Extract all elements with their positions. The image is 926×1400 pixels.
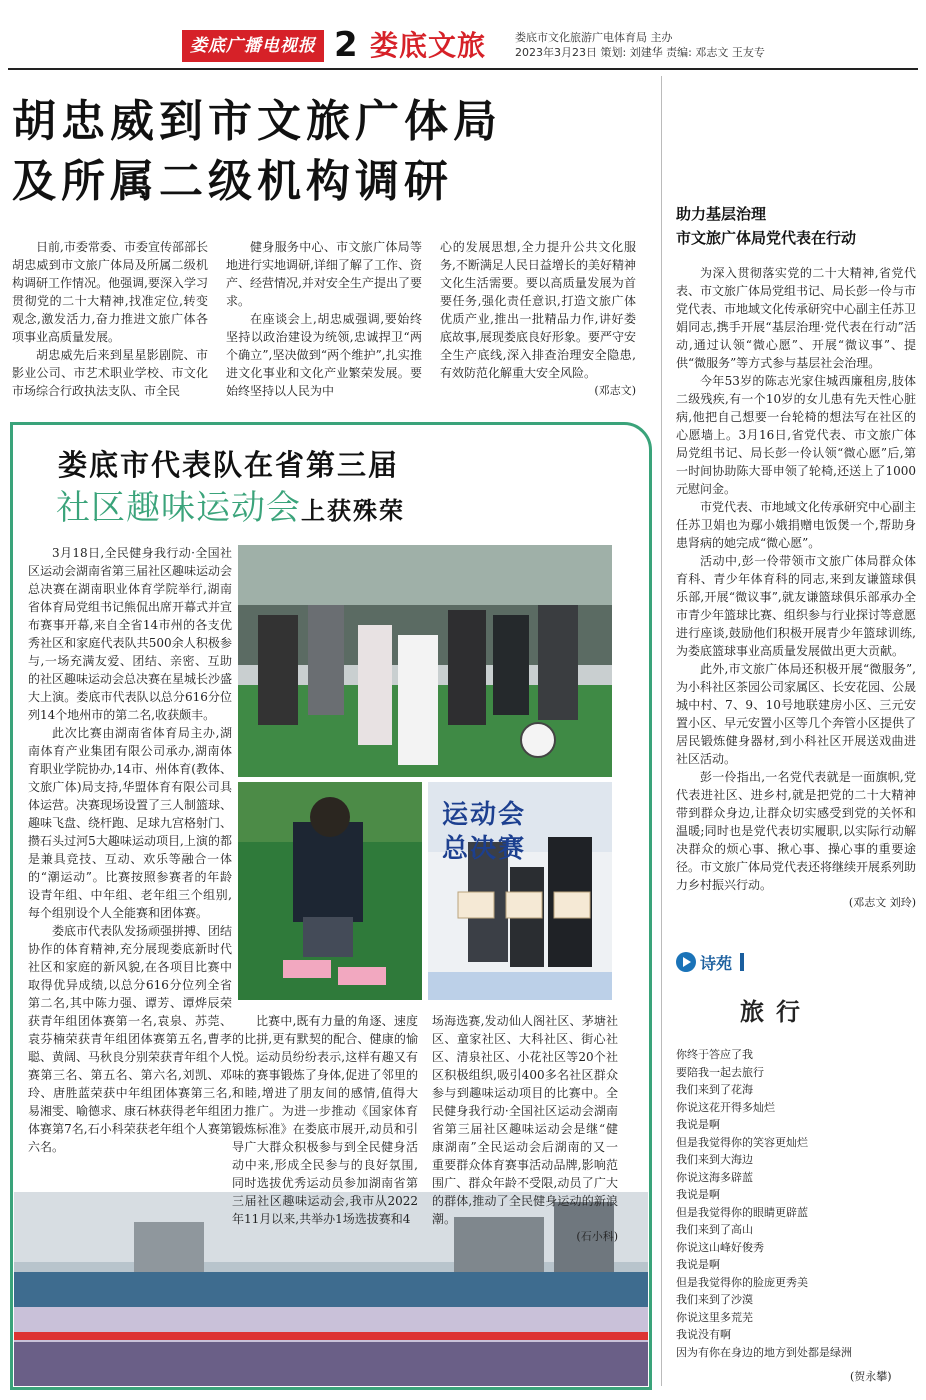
football-photo	[238, 545, 612, 777]
paragraph: 彭一伶指出,一名党代表就是一面旗帜,党代表进社区、进乡村,就是把党的二十大精神带到群众身边,让群众切实感受到党的关怀和温暖;同时也是党代表切实履职,以实际行动解决群众的烦心事、揪心事、操心事的重要途径。市文旅广体局党代表还将继续开展系列助力乡村振兴行动。	[676, 770, 917, 892]
side-byline: (邓志文 刘玲)	[848, 896, 916, 909]
feature-title-line-2	[56, 486, 405, 533]
poem-line: 但是我觉得你的脸庞更秀美	[676, 1275, 808, 1289]
poem-line: 你说这里多荒芜	[676, 1310, 753, 1324]
side-title-line-2: 市文旅广体局党代表在行动	[676, 229, 857, 247]
award-photo	[428, 782, 612, 1000]
poem-title: 旅行	[740, 997, 812, 1026]
feature-col-3	[432, 1012, 618, 1246]
poem-line: 我说没有啊	[676, 1328, 731, 1341]
paragraph: 健身服务中心、市文旅广体局等地进行实地调研,详细了解了工作、资产、经营情况,并对安全生产提出了要求。	[226, 240, 422, 308]
feature-col-2	[232, 1012, 418, 1228]
poem-line: 你说这山峰好俊秀	[676, 1240, 764, 1254]
section-name: 娄底文旅	[370, 29, 487, 62]
masthead-info	[515, 30, 765, 60]
paragraph: 今年53岁的陈志光家住城西廉租房,肢体二级残疾,有一个10岁的女儿患有先天性心脏病,他把自己想要一台轮椅的想法写在社区的心愿墙上。3月16日,省党代表、市文旅广体局党组书记、局长彭一伶认领“微心愿”后,第一时间协助陈大哥申领了轮椅,还送上了1000元慰问金。	[676, 374, 916, 496]
poem-line: 我们来到了高山	[676, 1223, 753, 1236]
paragraph: 日前,市委常委、市委宣传部部长胡忠威到市文旅广体局及所属二级机构调研工作情况。他强调,要深入学习贯彻党的二十大精神,找准定位,转变观念,激发活力,奋力推进文旅广体各项事业高质量发展。	[12, 240, 208, 344]
paper-name-logo: 娄底广播电视报	[182, 30, 324, 62]
award-banner-line-1: 运动会	[442, 800, 527, 830]
poem-line: 我们来到了沙漠	[676, 1293, 753, 1306]
lead-byline: (邓志文)	[594, 384, 636, 397]
poem-line: 我说是啊	[676, 1118, 720, 1131]
paragraph: 在座谈会上,胡忠威强调,要始终坚持以政治建设为统领,忠诚捍卫“两个确立”,坚决做到“两个维护”,扎实推进文化事业和文化产业繁荣发展。要始终坚持以人民为中	[226, 312, 422, 398]
poem-section-tag	[676, 950, 744, 974]
lead-col-1	[12, 238, 208, 400]
poem-line: 你终于答应了我	[676, 1048, 753, 1061]
lead-headline	[12, 92, 652, 212]
poem-line: 但是我觉得你的笑容更灿烂	[676, 1135, 808, 1149]
poem-tag-bar	[740, 953, 744, 971]
paragraph: 胡忠威先后来到星星影剧院、市影业公司、市艺术职业学校、市文化市场综合行政执法支队、市全民	[12, 348, 208, 398]
feature-title-line-1: 娄底市代表队在省第三届	[58, 448, 400, 482]
paragraph: 此次比赛由湖南省体育局主办,湖南体育产业集团有限公司承办,湖南体育职业学院协办,14市、州体育(教体、文旅广体)局支持,华盟体育有限公司具体运营。决赛现场设置了三人制篮球、趣味飞盘、绕杆跑、足球九宫格射门、攒石头过河5大趣味运动项目,上演的都是兼具竞技、互动、欢乐等融合一体的“潮运动”。比赛按照参赛者的年龄设青年组、中年组、老年组三个组别,每个组别设个人全能赛和团体赛。	[28, 726, 233, 920]
poem-line: 要陪我一起去旅行	[676, 1065, 764, 1079]
paragraph: 此外,市文旅广体局还积极开展“微服务”,为小科社区茶园公司家属区、长安花园、公晟城中村、7、9、10号地联建房小区、三元安置小区、早元安置小区等几个奔管小区提供了居民锻炼健身器材,到小科社区开展送戏曲进社区活动。	[676, 662, 917, 766]
side-article-title	[676, 202, 916, 250]
poem-line: 我们来到了花海	[676, 1083, 753, 1096]
paragraph: 场海选赛,发动仙人阁社区、茅塘社区、童家社区、大科社区、街心社区、清泉社区、小花社区等20个社区积极组织,吸引400多名社区群众参与到趣味运动项目的比赛中。全民健身我行动·全国社区运动会湖南省第三届社区趣味运动会是继“健康湖南”全民运动会后湖南的又一重要群众体育赛事活动品牌,影响范围广、群众年龄不受限,动员了广大的群体,推动了全民健身运动的新浪潮。	[432, 1014, 618, 1226]
poem-line: 你说这花开得多灿烂	[676, 1100, 775, 1114]
masthead	[0, 0, 926, 70]
column-rule	[661, 76, 662, 1386]
date-line: 2023年3月23日 策划: 刘建华 责编: 邓志文 王友专	[515, 46, 765, 59]
poem-line: 我说是啊	[676, 1258, 720, 1271]
paragraph: 3月18日,全民健身我行动·全国社区运动会湖南省第三届社区趣味运动会总决赛在湖南职业体育学院举行,湖南省体育局党组书记熊侃出席开幕式并宣布赛事开幕,来自全省14市州的各支优秀社区和家庭代表队共500余人积极参与,一场充满友爱、团结、亲密、互助的社区趣味运动会总决赛在星城长沙盛大上演。娄底市代表队以总分616分位列14个地州市的第二名,收获颇丰。	[28, 546, 233, 722]
side-title-line-1: 助力基层治理	[676, 205, 767, 223]
paragraph: 为深入贯彻落实党的二十大精神,省党代表、市文旅广体局党组书记、局长彭一伶与市党代表、市地域文化传承研究中心副主任苏卫娟同志,携手开展“基层治理·党代表在行动”活动,通过认领“微心愿”、开展“微议事”、提供“微服务”等方式参与基层社会治理。	[676, 266, 917, 370]
paragraph: 心的发展思想,全力提升公共文化服务,不断满足人民日益增长的美好精神文化生活需要。要以高质量发展为首要任务,强化责任意识,打造文旅广体优质产业,推出一批精品力作,讲好娄底故事,展现娄底良好形象。要严守安全生产底线,深入排查治理安全隐患,有效防范化解重大安全风险。	[440, 240, 636, 380]
headline-line-2: 及所属二级机构调研	[12, 156, 453, 207]
lead-col-3	[440, 238, 636, 400]
poem-line: 但是我觉得你的眼睛更辟蓝	[676, 1205, 808, 1219]
poem-line: 因为有你在身边的地方到处都是绿洲	[676, 1345, 852, 1359]
feature-title-highlight: 社区趣味运动会	[56, 488, 301, 528]
paragraph: 娄底市代表队发扬顽强拼搏、团结协作的体育精神,充分展现娄底新时代社区和家庭的新风貌,在各项目比赛中取得优异成绩,以总分616分位列全省第二名,其中陈力强、谭芳、谭烨辰荣获青年组团体赛第一名,袁泉、苏莞、袁芬楠荣获青年组团体赛第五名,曹孝聪、黄阔、马秋良分别荣获青年组个人赛第三名、第五名、第六名,刘凯、邓玲、唐胜蓝荣获中年组团体赛第三名,易湘雯、喻德求、康石林获得老年组团体赛第7名,石小科荣获老年组个人赛第六名。	[28, 924, 233, 1154]
feature-col-1	[28, 544, 232, 1156]
headline-line-1: 胡忠威到市文旅广体局	[12, 96, 502, 147]
arrow-icon	[676, 952, 696, 972]
poem-line: 你说这海多辟蓝	[676, 1170, 753, 1184]
paragraph: 活动中,彭一伶带领市文旅广体局群众体育科、青少年体育科的同志,来到友谦篮球俱乐部,开展“微议事”,就友谦篮球俱乐部承办全市青少年篮球比赛、组织参与行业探讨等意愿进行座谈,鼓励他们积极开展青少年篮球训练,为娄底篮球事业高质量发展做出更大贡献。	[676, 554, 917, 658]
paragraph: 市党代表、市地域文化传承研究中心副主任苏卫娟也为鄢小娥捐赠电饭煲一个,帮助身患肾病的她完成“微心愿”。	[676, 500, 917, 550]
award-banner-text	[442, 798, 526, 866]
poem-section-label: 诗苑	[700, 953, 733, 973]
poem-author: (贺永攀)	[850, 1370, 892, 1383]
page-number: 2	[334, 25, 358, 65]
feature-title-suffix: 上获殊荣	[301, 497, 405, 525]
paragraph: 比赛中,既有力量的角逐、速度的比拼,更有默契的配合、健康的愉悦。运动员纷纷表示,这样有趣又有味的赛事锻炼了身体,促进了邻里的和睦,增进了朋友间的感情,值得大力推广。为进一步推动《国家体育锻炼标准》在娄底市展开,动员和引导广大群众积极参与到全民健身活动中来,形成全民参与的良好氛围,同时选拔优秀运动员参加湖南省第三届社区趣味运动会,我市从2022年11月以来,共举办1场选拔赛和4	[232, 1014, 418, 1226]
masthead-rule	[8, 68, 918, 70]
award-banner-line-2: 总决赛	[442, 834, 527, 864]
poem-body	[676, 1046, 916, 1361]
lead-col-2	[226, 238, 422, 400]
feature-byline: (石小科)	[576, 1230, 618, 1243]
brick-game-photo	[238, 782, 422, 1000]
poem-line: 我们来到大海边	[676, 1153, 753, 1166]
sponsor-line: 娄底市文化旅游广电体育局 主办	[515, 31, 673, 44]
poem-line: 我说是啊	[676, 1188, 720, 1201]
side-article-body	[676, 264, 916, 912]
